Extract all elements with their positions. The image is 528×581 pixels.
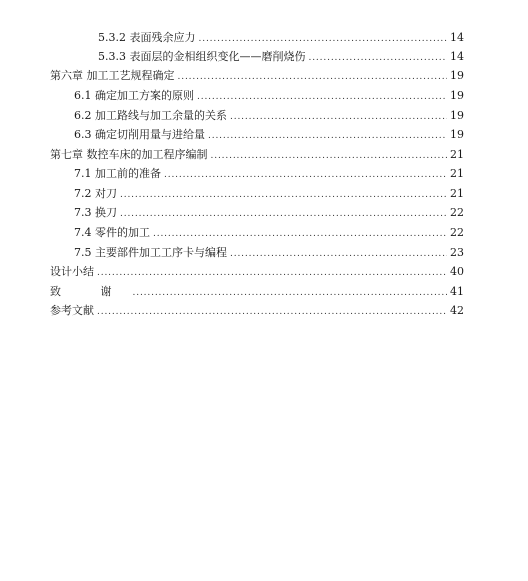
toc-entry-title: 7.4 零件的加工 — [74, 226, 150, 239]
toc-entry — [74, 164, 464, 183]
toc-entry-page: 22 — [450, 206, 464, 219]
toc-entry-title: 参考文献 — [50, 304, 94, 317]
toc-entry-title: 5.3.3 表面层的金相组织变化——磨削烧伤 — [98, 50, 306, 63]
toc-entry-page: 14 — [450, 31, 464, 44]
toc-entry — [74, 243, 464, 262]
dot-leader — [164, 164, 447, 185]
toc-entry-page: 19 — [450, 69, 464, 82]
toc-entry-page: 19 — [450, 109, 464, 122]
toc-entry — [50, 262, 464, 281]
toc-entry — [98, 28, 464, 47]
toc-entry-page: 19 — [450, 89, 464, 102]
toc-entry — [74, 184, 464, 203]
dot-leader — [97, 262, 447, 283]
toc-entry-page: 23 — [450, 246, 464, 259]
toc-entry — [98, 47, 464, 66]
toc-entry-title: 5.3.2 表面残余应力 — [98, 31, 196, 44]
toc-entry-title: 6.3 确定切削用量与进给量 — [74, 128, 205, 141]
toc-entry-title: 6.2 加工路线与加工余量的关系 — [74, 109, 227, 122]
toc-entry-page: 19 — [450, 128, 464, 141]
dot-leader — [120, 203, 447, 224]
toc-entry-page: 21 — [450, 167, 464, 180]
toc-entry-page: 42 — [450, 304, 464, 317]
toc-entry-title: 7.3 换刀 — [74, 206, 117, 219]
dot-leader — [208, 125, 447, 146]
toc-entry — [50, 66, 464, 85]
toc-entry — [50, 145, 464, 164]
dot-leader — [230, 106, 447, 127]
dot-leader — [178, 66, 448, 87]
toc-entry-title: 6.1 确定加工方案的原则 — [74, 89, 194, 102]
dot-leader — [199, 28, 448, 49]
toc-entry — [50, 301, 464, 320]
toc-entry-title: 设计小结 — [50, 265, 94, 278]
dot-leader — [197, 86, 447, 107]
dot-leader — [230, 243, 447, 264]
toc-entry — [74, 203, 464, 222]
dot-leader — [308, 47, 447, 68]
toc-entry-page: 22 — [450, 226, 464, 239]
dot-leader — [97, 301, 447, 322]
dot-leader — [211, 145, 448, 166]
toc-entry-page: 41 — [450, 285, 464, 298]
toc-entry — [74, 223, 464, 242]
toc-entry-page: 21 — [450, 187, 464, 200]
toc-entry — [74, 86, 464, 105]
dot-leader — [120, 184, 447, 205]
toc-entry-title: 7.1 加工前的准备 — [74, 167, 161, 180]
toc-entry — [74, 125, 464, 144]
toc-entry-page: 21 — [450, 148, 464, 161]
toc-entry-page: 40 — [450, 265, 464, 278]
toc-entry-title: 7.2 对刀 — [74, 187, 117, 200]
toc-entry-title: 第六章 加工工艺规程确定 — [50, 69, 175, 82]
toc-entry — [74, 106, 464, 125]
dot-leader — [133, 282, 448, 303]
toc-entry — [50, 282, 464, 301]
toc-entry-page: 14 — [450, 50, 464, 63]
toc-entry-title: 7.5 主要部件加工工序卡与编程 — [74, 246, 227, 259]
dot-leader — [153, 223, 447, 244]
toc-entry-title: 第七章 数控车床的加工程序编制 — [50, 148, 208, 161]
toc-entry-title: 致 谢 — [50, 285, 130, 298]
